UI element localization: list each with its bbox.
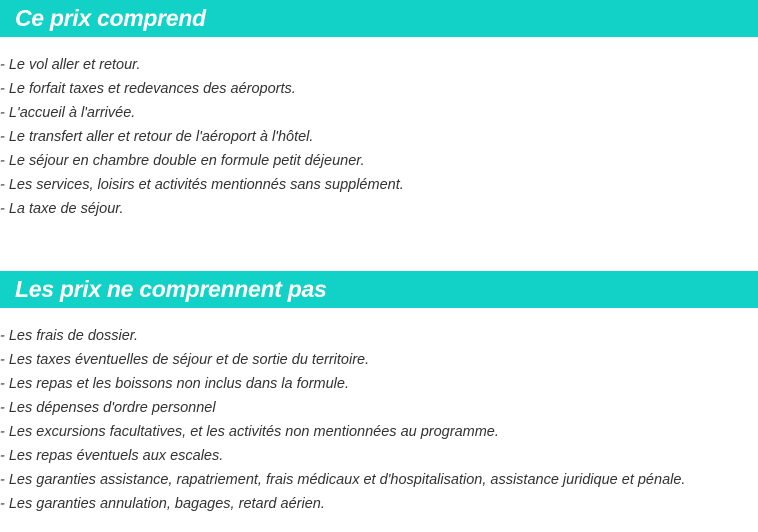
excludes-section-header xyxy=(0,271,758,308)
includes-section-header xyxy=(0,0,758,37)
list-item: - Les dépenses d'ordre personnel xyxy=(0,400,216,416)
list-item: - Les repas et les boissons non inclus dans la formule. xyxy=(0,376,349,392)
list-item: - Le séjour en chambre double en formule petit déjeuner. xyxy=(0,153,365,169)
excludes-list xyxy=(0,326,685,518)
list-item: - Les services, loisirs et activités mentionnés sans supplément. xyxy=(0,177,404,193)
list-item: - L'accueil à l'arrivée. xyxy=(0,105,136,121)
list-item: - Le forfait taxes et redevances des aéroports. xyxy=(0,81,296,97)
includes-section-title: Ce prix comprend xyxy=(15,5,206,31)
list-item: - Le transfert aller et retour de l'aéroport à l'hôtel. xyxy=(0,129,314,145)
list-item: - Les repas éventuels aux escales. xyxy=(0,448,224,464)
list-item: - Le vol aller et retour. xyxy=(0,57,141,73)
excludes-section-title: Les prix ne comprennent pas xyxy=(15,276,327,302)
includes-list xyxy=(0,55,404,223)
list-item: - Les taxes éventuelles de séjour et de sortie du territoire. xyxy=(0,352,370,368)
list-item: - Les garanties assistance, rapatriement, frais médicaux et d'hospitalisation, assistance juridique et pénale. xyxy=(0,472,686,488)
list-item: - Les excursions facultatives, et les activités non mentionnées au programme. xyxy=(0,424,499,440)
list-item: - La taxe de séjour. xyxy=(0,201,124,217)
list-item: - Les frais de dossier. xyxy=(0,328,139,344)
list-item: - Les garanties annulation, bagages, retard aérien. xyxy=(0,496,325,512)
